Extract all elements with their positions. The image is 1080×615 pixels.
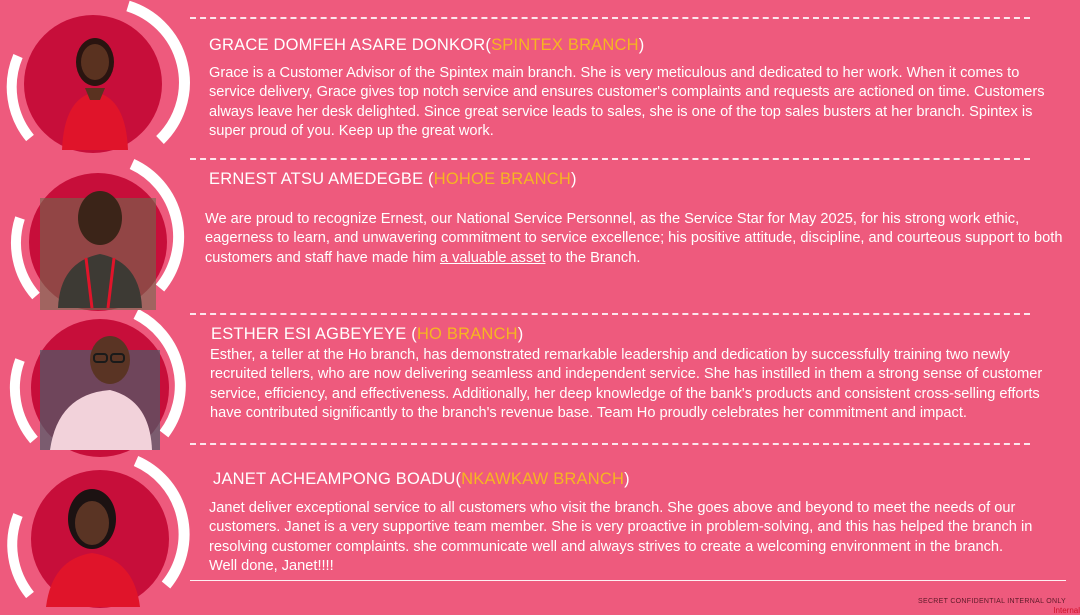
description-ernest (205, 210, 1071, 268)
separator-1 (190, 158, 1030, 160)
branch-label: SPINTEX BRANCH (491, 36, 639, 54)
desc-part: We are proud to recognize Ernest, our National Service Personnel, as the Service Star for May 2025, for his strong work ethic, eagerness to learn, and unwavering commitment to service excellence; his positive attitude, discipline, and courteous support to both customers and staff have made him (205, 211, 1063, 266)
name-close: ) (624, 470, 630, 488)
person-name-esther (211, 325, 523, 344)
name-text: ESTHER ESI AGBEYEYE ( (211, 325, 417, 343)
woman-glasses-portrait-icon (40, 336, 160, 450)
photo-janet (0, 455, 190, 614)
photo-esther (0, 310, 190, 460)
separator-2 (190, 313, 1030, 315)
internal-tag: Internal (1053, 606, 1080, 615)
description-janet (209, 499, 1064, 577)
photo-ernest (0, 158, 190, 318)
man-lanyard-portrait-icon (40, 191, 156, 310)
classification-label: SECRET CONFIDENTIAL INTERNAL ONLY (918, 598, 1066, 605)
desc-part: to the Branch. (545, 249, 641, 266)
footer-rule (190, 580, 1066, 581)
desc-closing: Well done, Janet!!!! (209, 558, 334, 575)
separator-3 (190, 443, 1030, 445)
name-text: ERNEST ATSU AMEDEGBE ( (209, 170, 434, 188)
branch-label: NKAWKAW BRANCH (461, 470, 625, 488)
person-name-janet (213, 470, 630, 489)
separator-top (190, 17, 1030, 19)
name-text: GRACE DOMFEH ASARE DONKOR( (209, 36, 492, 54)
name-close: ) (638, 36, 645, 54)
desc-underlined: a valuable asset (439, 249, 546, 266)
person-name-grace (209, 36, 644, 55)
person-name-ernest (209, 170, 577, 189)
description-grace: Grace is a Customer Advisor of the Spintex main branch. She is very meticulous and dedicated to her work. When it comes to service delivery, Grace gives top notch service and ensures customer's complaints and requests are actioned on time. Customers always leave her desk delighted. Since great service leads to sales, she is one of the top sales busters at her branch. Spintex is super proud of you. Keep up the great work. (209, 65, 1045, 140)
description-esther: Esther, a teller at the Ho branch, has demonstrated remarkable leadership and dedication by successfully training two newly recruited tellers, who are now delivering seamless and independent service. She has instilled in them a strong sense of customer service, efficiency, and effectiveness. Additionally, her deep knowledge of the bank's products and consistent cross-selling efforts have contributed significantly to the branch's revenue base. Team Ho proudly celebrates her commitment and impact. (210, 347, 1043, 422)
branch-label: HOHOE BRANCH (433, 170, 571, 188)
photo-grace (0, 0, 190, 170)
branch-label: HO BRANCH (416, 325, 518, 343)
name-text: JANET ACHEAMPONG BOADU( (213, 470, 462, 488)
name-close: ) (517, 325, 524, 343)
desc-body: Janet deliver exceptional service to all customers who visit the branch. She goes above and beyond to meet the needs of our customers. Janet is a very supportive team member. She is very proactive in problem-solving, and this has helped the branch in resolving customer complaints. she communicate well and always strives to create a welcoming environment in the branch. (209, 500, 1033, 555)
name-close: ) (570, 170, 577, 188)
